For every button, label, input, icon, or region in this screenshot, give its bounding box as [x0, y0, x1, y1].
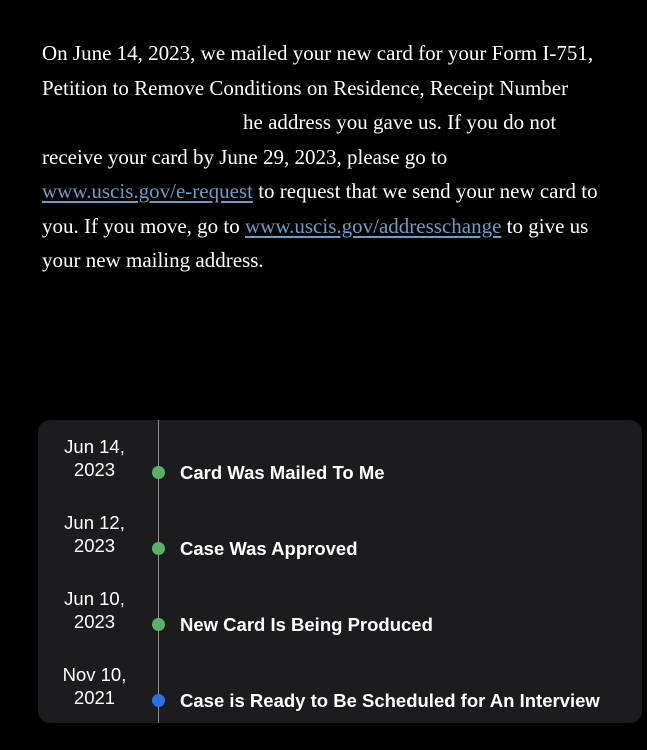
- event-status: Case Was Approved: [180, 538, 358, 559]
- address-change-link[interactable]: www.uscis.gov/addresschange: [244, 213, 502, 238]
- message-line: he address you gave us. If you do not: [243, 110, 557, 134]
- event-date: Jun 10, 2023: [64, 588, 125, 632]
- event-date: Jun 12, 2023: [64, 512, 125, 556]
- status-dot: [152, 542, 165, 555]
- message-line: [42, 174, 642, 209]
- event-status: New Card Is Being Produced: [180, 614, 433, 635]
- message-text: to request that we send your new card to: [252, 179, 598, 203]
- event-status: Case is Ready to Be Scheduled for An Interview: [180, 690, 600, 711]
- message-line: receive your card by June 29, 2023, please go to: [42, 144, 448, 169]
- message-line: Petition to Remove Conditions on Residence, Receipt Number: [42, 75, 569, 100]
- message-text: to give us: [501, 213, 589, 238]
- message-line: [42, 209, 642, 244]
- event-date: Nov 10, 2021: [62, 664, 127, 708]
- status-dot: [152, 618, 165, 631]
- case-status-message: [42, 36, 642, 278]
- event-status: Card Was Mailed To Me: [180, 462, 385, 483]
- timeline-event: [38, 435, 642, 495]
- e-request-link[interactable]: www.uscis.gov/e-request: [42, 179, 253, 203]
- message-line: your new mailing address.: [42, 248, 264, 272]
- message-text: you. If you move, go to: [42, 213, 245, 238]
- timeline-event: [38, 663, 642, 723]
- status-dot: [152, 694, 165, 707]
- case-history-timeline: [38, 420, 642, 723]
- message-line: On June 14, 2023, we mailed your new card for your Form I-751,: [42, 41, 594, 65]
- timeline-event: [38, 587, 642, 647]
- timeline-event: [38, 511, 642, 571]
- status-dot: [152, 466, 165, 479]
- event-date: Jun 14, 2023: [64, 436, 125, 480]
